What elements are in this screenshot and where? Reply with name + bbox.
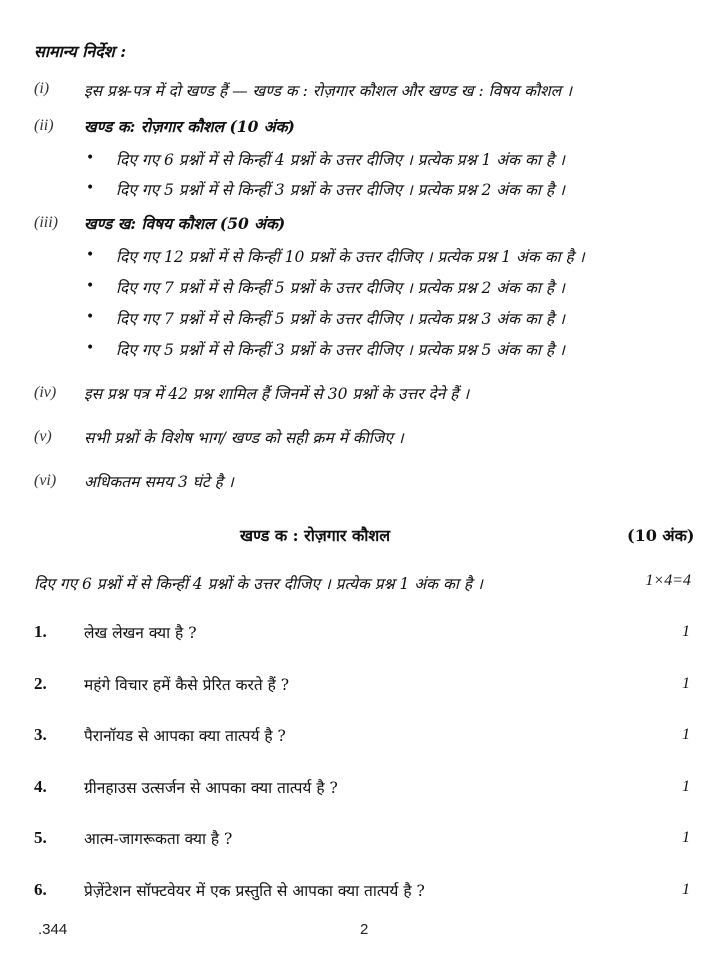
question-text: महंगे विचार हमें कैसे प्रेरित करते हैं ?	[84, 676, 290, 694]
bullet-icon: •	[86, 340, 95, 356]
question-number: 3.	[34, 725, 47, 744]
question-text: पैरानॉयड से आपका क्या तात्पर्य है ?	[84, 727, 286, 745]
question-marks: 1	[682, 778, 690, 795]
section-a-instruction-marks: 1×4=4	[645, 572, 691, 589]
instruction-subitem: दिए गए 7 प्रश्नों में से किन्हीं 5 प्रश्नों के उत्तर दीजिए । प्रत्येक प्रश्न 3 अंक का है ।	[116, 310, 565, 328]
instruction-number: (ii)	[34, 117, 54, 134]
question-text: ग्रीनहाउस उत्सर्जन से आपका क्या तात्पर्य है ?	[84, 779, 338, 797]
paper-code: .344	[38, 921, 68, 938]
instruction-subitem: दिए गए 5 प्रश्नों में से किन्हीं 3 प्रश्नों के उत्तर दीजिए । प्रत्येक प्रश्न 5 अंक का है ।	[116, 341, 565, 359]
instruction-number: (vi)	[34, 472, 57, 489]
section-a-instruction-heading: खण्ड क: रोज़गार कौशल (10 अंक)	[84, 117, 295, 136]
instruction-number: (iii)	[34, 214, 58, 231]
question-number: 4.	[34, 777, 47, 796]
section-a-instruction: दिए गए 6 प्रश्नों में से किन्हीं 4 प्रश्नों के उत्तर दीजिए । प्रत्येक प्रश्न 1 अंक का है ।	[34, 575, 483, 593]
question-text: लेख लेखन क्या है ?	[84, 624, 197, 642]
instruction-number: (iv)	[34, 384, 57, 401]
instruction-number: (v)	[34, 428, 52, 445]
instruction-subitem: दिए गए 5 प्रश्नों में से किन्हीं 3 प्रश्नों के उत्तर दीजिए । प्रत्येक प्रश्न 2 अंक का है ।	[116, 181, 565, 199]
question-number: 5.	[34, 828, 47, 847]
question-marks: 1	[682, 675, 690, 692]
bullet-icon: •	[86, 180, 95, 196]
question-number: 6.	[34, 880, 47, 899]
bullet-icon: •	[86, 150, 95, 166]
question-text: प्रेज़ेंटेशन सॉफ्टवेयर में एक प्रस्तुति से आपका क्या तात्पर्य है ?	[84, 882, 425, 900]
instructions-heading: सामान्य निर्देश :	[34, 42, 127, 61]
question-marks: 1	[682, 726, 690, 743]
instruction-text: इस प्रश्न-पत्र में दो खण्ड हैं — खण्ड क : रोज़गार कौशल और खण्ड ख : विषय कौशल ।	[84, 82, 572, 100]
instruction-subitem: दिए गए 12 प्रश्नों में से किन्हीं 10 प्रश्नों के उत्तर दीजिए । प्रत्येक प्रश्न 1 अंक का है ।	[116, 248, 585, 266]
instruction-text: सभी प्रश्नों के विशेष भाग/ खण्ड को सही क्रम में कीजिए ।	[84, 429, 404, 447]
question-number: 2.	[34, 674, 47, 693]
question-marks: 1	[682, 881, 690, 898]
section-a-title: खण्ड क : रोज़गार कौशल	[240, 526, 391, 545]
question-marks: 1	[682, 623, 690, 640]
instruction-number: (i)	[34, 80, 50, 97]
instruction-subitem: दिए गए 7 प्रश्नों में से किन्हीं 5 प्रश्नों के उत्तर दीजिए । प्रत्येक प्रश्न 2 अंक का है ।	[116, 279, 565, 297]
question-marks: 1	[682, 829, 690, 846]
question-number: 1.	[34, 622, 47, 641]
instruction-text: अधिकतम समय 3 घंटे है ।	[84, 473, 234, 491]
bullet-icon: •	[86, 247, 95, 263]
bullet-icon: •	[86, 278, 95, 294]
instruction-subitem: दिए गए 6 प्रश्नों में से किन्हीं 4 प्रश्नों के उत्तर दीजिए । प्रत्येक प्रश्न 1 अंक का है ।	[116, 151, 565, 169]
section-b-instruction-heading: खण्ड ख: विषय कौशल (50 अंक)	[84, 214, 286, 233]
bullet-icon: •	[86, 309, 95, 325]
section-a-marks: (10 अंक)	[627, 526, 695, 545]
instruction-text: इस प्रश्न पत्र में 42 प्रश्न शामिल हैं जिनमें से 30 प्रश्नों के उत्तर देने हैं ।	[84, 385, 470, 403]
page-number: 2	[360, 921, 369, 938]
question-text: आत्म-जागरूकता क्या है ?	[84, 830, 233, 848]
